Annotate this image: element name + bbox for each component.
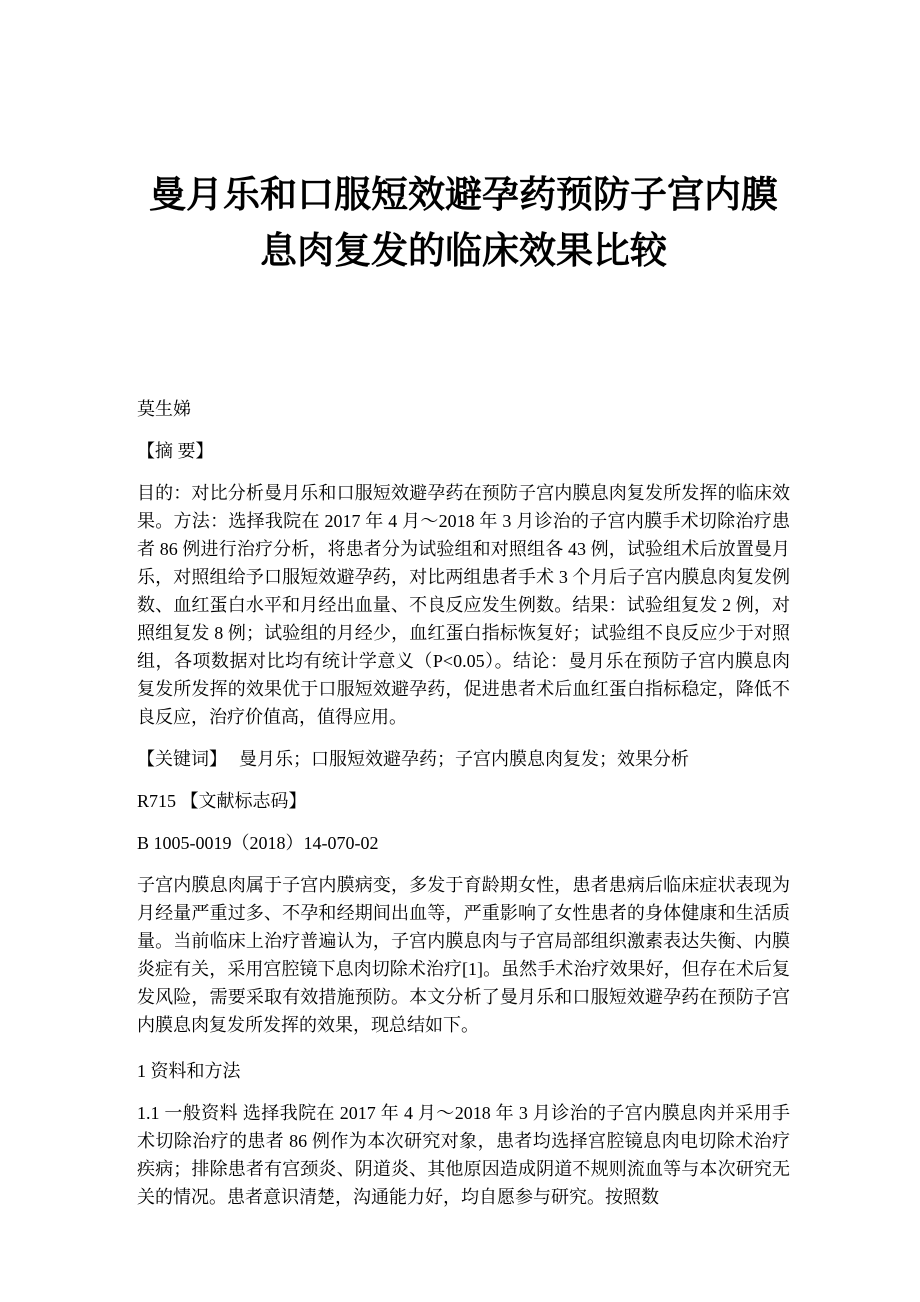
abstract-text: 目的：对比分析曼月乐和口服短效避孕药在预防子宫内膜息肉复发所发挥的临床效果。方法：选择我院在 2017 年 4 月～2018 年 3 月诊治的子宫内膜手术切除治疗患者 86 例进行治疗分析，将患者分为试验组和对照组各 43 例，试验组术后放置曼月乐，对照组给予口服短效避孕药，对比两组患者手术 3 个月后子宫内膜息肉复发例数、血红蛋白水平和月经出血量、不良反应发生例数。结果：试验组复发 2 例，对照组复发 8 例；试验组的月经少，血红蛋白指标恢复好；试验组不良反应少于对照组，各项数据对比均有统计学意义（P<0.05）。结论：曼月乐在预防子宫内膜息肉复发所发挥的效果优于口服短效避孕药，促进患者术后血红蛋白指标稳定，降低不良反应，治疗价值高，值得应用。 xyxy=(137,483,790,727)
document-number-line: B 1005-0019（2018）14-070-02 xyxy=(137,833,379,853)
keywords-line xyxy=(137,745,790,773)
paper-title: 曼月乐和口服短效避孕药预防子宫内膜息肉复发的临床效果比较 xyxy=(149,175,778,272)
keywords-label: 【关键词】 xyxy=(137,749,227,769)
intro-paragraph: 子宫内膜息肉属于子宫内膜病变，多发于育龄期女性，患者患病后临床症状表现为月经量严重过多、不孕和经期间出血等，严重影响了女性患者的身体健康和生活质量。当前临床上治疗普遍认为，子宫内膜息肉与子宫局部组织激素表达失衡、内膜炎症有关，采用宫腔镜下息肉切除术治疗[1]。虽然手术治疗效果好，但存在术后复发风险，需要采取有效措施预防。本文分析了曼月乐和口服短效避孕药在预防子宫内膜息肉复发所发挥的效果，现总结如下。 xyxy=(137,875,790,1035)
section-heading-materials-methods: 1 资料和方法 xyxy=(137,1061,241,1081)
section-1-1-general-data-paragraph: 1.1 一般资料 选择我院在 2017 年 4 月～2018 年 3 月诊治的子宫内膜息肉并采用手术切除治疗的患者 86 例作为本次研究对象，患者均选择宫腔镜息肉电切除术治疗疾病；排除患者有宫颈炎、阴道炎、其他原因造成阴道不规则流血等与本次研究无关的情况。患者意识清楚，沟通能力好，均自愿参与研究。按照数 xyxy=(137,1103,790,1207)
classification-line: R715 【文献标志码】 xyxy=(137,791,307,811)
author-name: 莫生娣 xyxy=(137,399,191,419)
abstract-label: 【摘 要】 xyxy=(137,441,214,461)
keywords-text: 曼月乐；口服短效避孕药；子宫内膜息肉复发；效果分析 xyxy=(239,749,689,769)
